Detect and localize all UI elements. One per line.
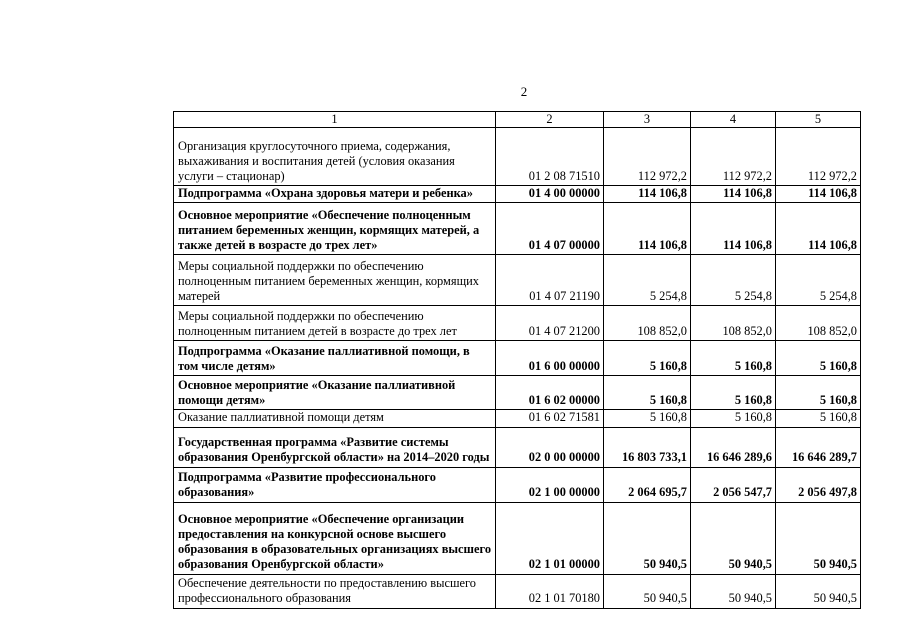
column-header: 4 [691, 112, 776, 128]
table-row [174, 306, 861, 341]
row-value: 5 160,8 [691, 341, 776, 376]
table-header-row [174, 112, 861, 128]
row-name: Государственная программа «Развитие системы образования Оренбургской области» на 2014–2020 годы [174, 427, 496, 467]
column-header: 3 [604, 112, 691, 128]
row-value: 50 940,5 [776, 502, 861, 574]
row-value: 114 106,8 [776, 186, 861, 203]
table-row [174, 255, 861, 306]
row-value: 5 254,8 [776, 255, 861, 306]
row-value: 50 940,5 [776, 574, 861, 608]
row-value: 16 803 733,1 [604, 427, 691, 467]
row-code: 02 1 01 00000 [496, 502, 604, 574]
table-row [174, 128, 861, 186]
row-name: Меры социальной поддержки по обеспечению полноценным питанием детей в возрасте до трех лет [174, 306, 496, 341]
row-name: Основное мероприятие «Обеспечение полноценным питанием беременных женщин, кормящих матерей, а также детей в возрасте до трех лет» [174, 203, 496, 255]
row-value: 5 160,8 [604, 341, 691, 376]
column-header: 5 [776, 112, 861, 128]
row-value: 50 940,5 [691, 502, 776, 574]
row-value: 108 852,0 [776, 306, 861, 341]
row-value: 50 940,5 [604, 502, 691, 574]
row-code: 02 1 01 70180 [496, 574, 604, 608]
table-row [174, 502, 861, 574]
row-value: 5 160,8 [776, 410, 861, 427]
row-value: 2 056 497,8 [776, 467, 861, 502]
row-name: Обеспечение деятельности по предоставлению высшего профессионального образования [174, 574, 496, 608]
row-code: 01 6 02 00000 [496, 376, 604, 410]
row-value: 114 106,8 [604, 186, 691, 203]
table-row [174, 427, 861, 467]
row-value: 114 106,8 [776, 203, 861, 255]
row-value: 2 064 695,7 [604, 467, 691, 502]
row-code: 01 6 00 00000 [496, 341, 604, 376]
row-value: 50 940,5 [691, 574, 776, 608]
row-value: 114 106,8 [691, 186, 776, 203]
row-value: 2 056 547,7 [691, 467, 776, 502]
row-value: 114 106,8 [691, 203, 776, 255]
row-value: 5 160,8 [604, 410, 691, 427]
row-value: 114 106,8 [604, 203, 691, 255]
row-name: Основное мероприятие «Оказание паллиативной помощи детям» [174, 376, 496, 410]
row-name: Подпрограмма «Развитие профессионального образования» [174, 467, 496, 502]
row-value: 16 646 289,6 [691, 427, 776, 467]
table-row [174, 186, 861, 203]
row-name: Меры социальной поддержки по обеспечению полноценным питанием беременных женщин, кормящих матерей [174, 255, 496, 306]
row-name: Организация круглосуточного приема, содержания, выхаживания и воспитания детей (условия оказания услуги – стационар) [174, 128, 496, 186]
row-value: 108 852,0 [604, 306, 691, 341]
column-header: 2 [496, 112, 604, 128]
row-code: 01 4 07 21200 [496, 306, 604, 341]
row-name: Подпрограмма «Оказание паллиативной помощи, в том числе детям» [174, 341, 496, 376]
row-value: 112 972,2 [604, 128, 691, 186]
row-code: 01 6 02 71581 [496, 410, 604, 427]
row-value: 112 972,2 [691, 128, 776, 186]
row-code: 01 4 07 00000 [496, 203, 604, 255]
row-value: 5 160,8 [776, 376, 861, 410]
row-value: 112 972,2 [776, 128, 861, 186]
table-row [174, 376, 861, 410]
row-value: 5 254,8 [691, 255, 776, 306]
row-code: 01 2 08 71510 [496, 128, 604, 186]
row-name: Подпрограмма «Охрана здоровья матери и ребенка» [174, 186, 496, 203]
table-row [174, 467, 861, 502]
row-name: Основное мероприятие «Обеспечение организации предоставления на конкурсной основе высшего образования в образовательных организациях высшего образования Оренбургской области» [174, 502, 496, 574]
budget-table [173, 111, 861, 609]
row-code: 02 1 00 00000 [496, 467, 604, 502]
row-value: 5 160,8 [691, 410, 776, 427]
row-value: 16 646 289,7 [776, 427, 861, 467]
row-value: 5 160,8 [691, 376, 776, 410]
row-value: 50 940,5 [604, 574, 691, 608]
page-number: 2 [520, 84, 528, 99]
table-row [174, 574, 861, 608]
row-value: 5 160,8 [776, 341, 861, 376]
row-value: 5 254,8 [604, 255, 691, 306]
row-name: Оказание паллиативной помощи детям [174, 410, 496, 427]
table-row [174, 410, 861, 427]
table-row [174, 203, 861, 255]
column-header: 1 [174, 112, 496, 128]
row-value: 5 160,8 [604, 376, 691, 410]
table-row [174, 341, 861, 376]
row-value: 108 852,0 [691, 306, 776, 341]
row-code: 01 4 00 00000 [496, 186, 604, 203]
row-code: 01 4 07 21190 [496, 255, 604, 306]
row-code: 02 0 00 00000 [496, 427, 604, 467]
